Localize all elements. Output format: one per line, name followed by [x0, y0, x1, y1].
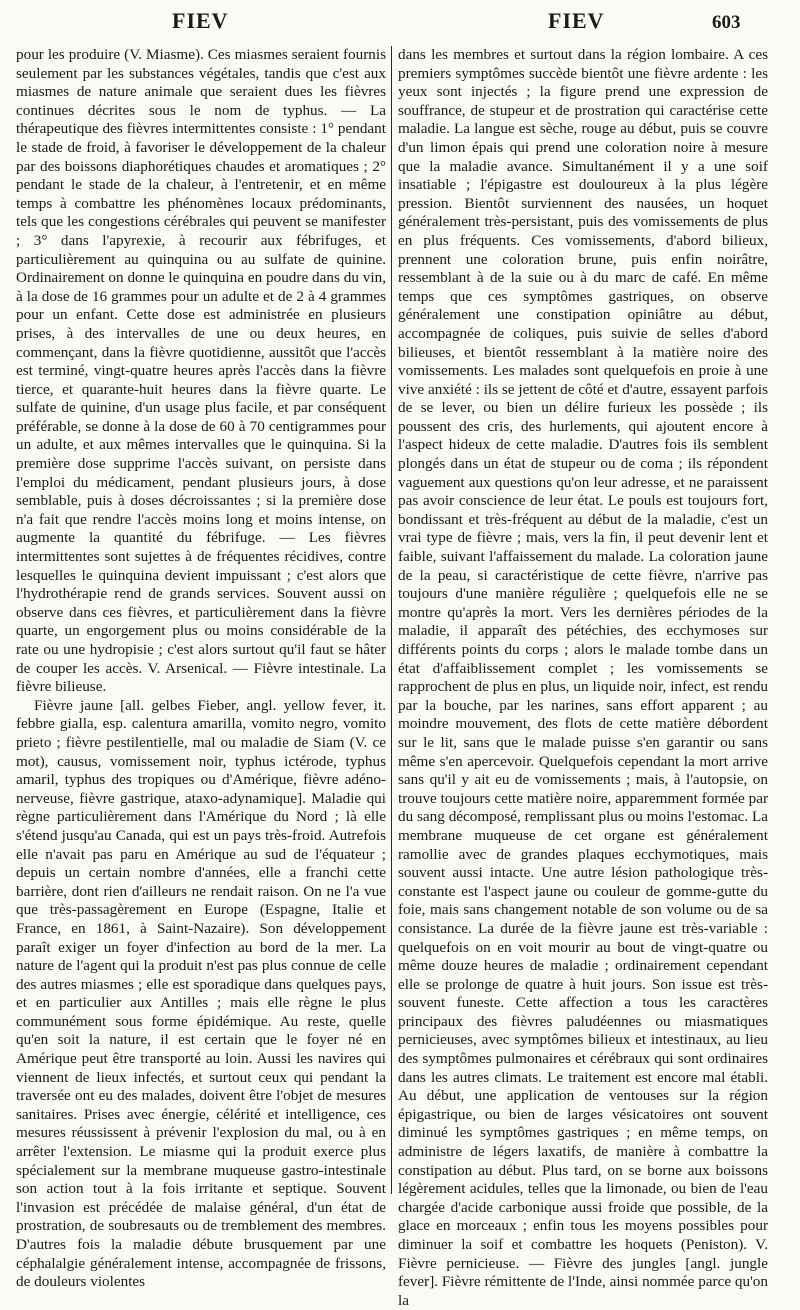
- header-left-word: FIEV: [172, 8, 229, 33]
- header-right-word: FIEV: [548, 8, 605, 33]
- left-paragraph-fievre-jaune: Fièvre jaune [all. gelbes Fieber, angl. yellow fever, it. febbre gialla, esp. calentura amarilla, vomito negro, vomito prieto ; fièvre pestilentielle, mal ou maladie de Siam (V. ce mot), causus, vomissement noir, typhus ictérode, typhus amaril, typhus des tropiques ou d'Amérique, fièvre adéno-nerveuse, fièvre gastrique, ataxo-adynamique]. Maladie qui règne particulièrement dans l'Amérique du Nord ; là elle s'étend jusqu'au Canada, qui est un pays très-froid. Autrefois elle n'avait pas paru en Amérique au sud de l'équateur ; depuis un certain nombre d'années, elle a franchi cette barrière, dont rien d'ailleurs ne rendait raison. On ne l'a vue que très-passagèrement en Europe (Espagne, Italie et France, en 1861, à Saint-Nazaire). Son développement paraît exiger un foyer d'infection au bord de la mer. La nature de l'agent qui la produit n'est pas plus connue de celle des autres miasmes ; elle est sporadique dans quelques pays, et en particulier aux Antilles ; mais elle règne le plus communément sous forme épidémique. Au reste, quelle qu'en soit la nature, il est certain que le foyer né en Amérique peut être transporté au loin. Aussi les navires qui viennent de lieux infectés, et surtout ceux qui pendant la traversée ont eu des malades, doivent être l'objet de mesures sanitaires. Prises avec énergie, célérité et intelligence, ces mesures réussissent à prévenir l'explosion du mal, ou à en arrêter l'extension. Le miasme qui la produit exerce plus spécialement sur la membrane muqueuse gastro-intestinale son action tout à la fois irritante et septique. Souvent l'invasion est précédée de malaise général, d'un état de prostration, de soubresauts ou de tremblement des membres. D'autres fois la maladie débute brusquement par une céphalalgie généralement intense, accompagnée de frissons, de douleurs violentes: [16, 696, 386, 1291]
- right-column: [398, 46, 768, 1309]
- left-column: [16, 46, 386, 1291]
- page-number: 603: [712, 12, 741, 33]
- left-paragraph-fievres-intermittentes: pour les produire (V. Miasme). Ces miasmes seraient fournis seulement par les substances végétales, tandis que c'est aux miasmes de nature animale que seraient dues les fièvres continues décrites sous le nom de typhus. — La thérapeutique des fièvres intermittentes consiste : 1° pendant le stade de froid, à favoriser le développement de la chaleur par des boissons diaphorétiques chaudes et aromatiques ; 2° pendant le stade de la chaleur, à l'entretenir, et en même temps à combattre les phénomènes locaux prédominants, tels que les congestions cérébrales qui peuvent se manifester ; 3° dans l'apyrexie, à recourir aux fébrifuges, et particulièrement au quinquina ou au sulfate de quinine. Ordinairement on donne le quinquina en poudre dans du vin, à la dose de 16 grammes pour un adulte et de 2 à 4 grammes pour un enfant. Cette dose est administrée en plusieurs prises, à des intervalles de une ou deux heures, en commençant, dans la fièvre quotidienne, aussitôt que l'accès est terminé, vingt-quatre heures après l'accès dans la fièvre tierce, et quarante-huit heures dans la fièvre quarte. Le sulfate de quinine, d'un usage plus facile, et par conséquent préférable, se donne à la dose de 60 à 70 centigrammes pour un adulte, et aux mêmes intervalles que le quinquina. Si la première dose supprime l'accès suivant, on persiste dans l'emploi du médicament, pendant plusieurs jours, à dose semblable, puis à doses décroissantes ; si la première dose n'a fait que rendre l'accès moins long et moins intense, on augmente la quantité du fébrifuge. — Les fièvres intermittentes sont sujettes à de fréquentes récidives, contre lesquelles le quinquina devient impuissant ; c'est alors que l'hydrothérapie rend de grands services. Souvent aussi on observe dans ces fièvres, et particulièrement dans la fièvre quarte, un engorgement plus ou moins considérable de la rate ou une hydropisie ; c'est alors surtout qu'il faut se hâter de couper les accès. V. Arsenical. — Fièvre intestinale. La fièvre bilieuse.: [16, 46, 386, 696]
- right-paragraph-fievre-jaune-continued: dans les membres et surtout dans la région lombaire. A ces premiers symptômes succède bientôt une fièvre ardente : les yeux sont injectés ; la figure prend une expression de souffrance, de stupeur et de prostration qui caractérise cette maladie. La langue est sèche, rouge au début, puis se couvre d'un limon épais qui prend une coloration noire à mesure que la maladie avance. Simultanément il y a une soif insatiable ; l'épigastre est douloureux à la plus légère pression. Bientôt surviennent des nausées, un hoquet généralement très-persistant, puis des vomissements de plus en plus fréquents. Ces vomissements, d'abord bilieux, prennent une coloration brune, puis enfin noirâtre, ressemblant à de la suie ou à du marc de café. En même temps que ces symptômes gastriques, on observe généralement une constipation opiniâtre au début, accompagnée de coliques, puis suivie de selles d'abord bilieuses, et bientôt ressemblant à la matière noire des vomissements. Les malades sont quelquefois en proie à une vive anxiété : ils se jettent de côté et d'autre, essayent parfois de se lever, ou bien un délire furieux les possède ; ils poussent des cris, des hurlements, qui ajoutent encore à l'aspect hideux de cette maladie. D'autres fois ils semblent plongés dans un état de stupeur ou de coma ; ils répondent vaguement aux questions qu'on leur adresse, et ne paraissent pas avoir conscience de leur état. Le pouls est toujours fort, bondissant et très-fréquent au début de la maladie, c'est un vrai type de fièvre ; mais, vers la fin, il peut devenir lent et faible, suivant l'affaissement du malade. La coloration jaune de la peau, si caractéristique de cette fièvre, n'arrive pas toujours d'une manière régulière ; quelquefois elle ne se montre qu'après la mort. Vers les dernières périodes de la maladie, il apparaît des pétéchies, des ecchymoses sur différents points du corps ; alors le malade tombe dans un état d'affaiblissement complet ; les vomissements se rapprochent de plus en plus, un liquide noir, infect, est rendu par la bouche, par les narines, sans effort apparent ; au moindre mouvement, des flots de cette matière débordent sur le lit, sans que le malade puisse s'en garantir ou sans même s'en apercevoir. Quelquefois cependant la mort arrive sans qu'il y ait eu de vomissements ; mais, à l'autopsie, on trouve toujours cette matière noire, apparemment formée par du sang décomposé, remplissant plus ou moins l'estomac. La membrane muqueuse de cet organe est généralement ramollie avec de grandes plaques ecchymotiques, mais souvent aussi intacte. Une autre lésion pathologique très-constante est l'aspect jaune ou couleur de gomme-gutte du foie, mais sans changement notable de son volume ou de sa consistance. La durée de la fièvre jaune est très-variable : quelquefois on en voit mourir au bout de vingt-quatre ou même douze heures de maladie ; ordinairement cependant elle se prolonge de quatre à huit jours. Son issue est très-souvent funeste. Cette affection a tous les caractères principaux des fièvres paludéennes ou miasmatiques pernicieuses, avec symptômes bilieux et intestinaux, au lieu des symptômes pulmonaires et cérébraux qui sont ordinaires dans les autres climats. Le traitement est encore mal établi. Au début, une application de ventouses sur la région épigastrique, ou bien de larges vésicatoires ont souvent diminué les symptômes gastriques ; en même temps, on administre de légers laxatifs, de manière à combattre la constipation au début. Plus tard, on se borne aux boissons légèrement acidules, telles que la limonade, ou bien de l'eau chargée d'acide carbonique aussi froide que possible, de la glace en morceaux ; enfin tous les moyens possibles pour diminuer la soif et combattre les hoquets (Peniston). V. Fièvre pernicieuse. — Fièvre des jungles [angl. jungle fever]. Fièvre rémittente de l'Inde, ainsi nommée parce qu'on la: [398, 46, 768, 1309]
- running-header: [0, 0, 800, 46]
